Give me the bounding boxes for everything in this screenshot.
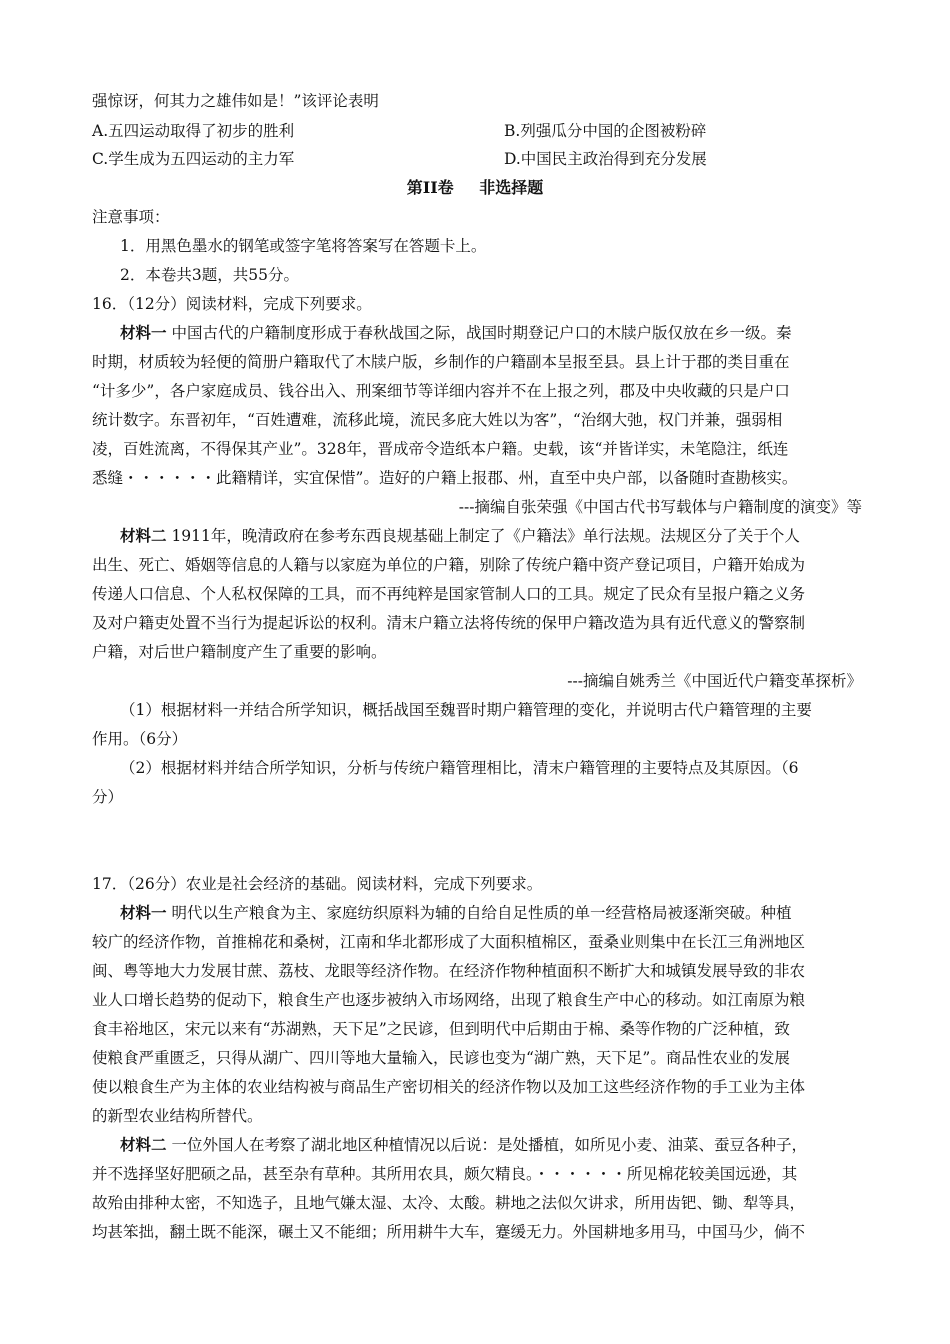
q16-heading: 16．（12分）阅读材料，完成下列要求。 (92, 295, 372, 313)
q16-material-1-line: 时期，材质较为轻便的简册户籍取代了木牍户版，乡制作的户籍副本呈报至县。县上计于郡的类目重在 (92, 353, 790, 371)
q16-subquestion-2: （2）根据材料并结合所学知识，分析与传统户籍管理相比，清末户籍管理的主要特点及其原因。（6 (120, 759, 799, 777)
q16-material-2-source: ---摘编自姚秀兰《中国近代户籍变革探析》 (567, 672, 862, 690)
q16-material-1-line: 统计数字。东晋初年，“百姓遭难，流移此境，流民多庇大姓以为客”，“治纲大弛，权门并兼，强弱相 (92, 411, 783, 429)
q15-option-b: B.列强瓜分中国的企图被粉碎 (504, 122, 707, 140)
q16-material-2-line: 传递人口信息、个人私权保障的工具，而不再纯粹是国家管制人口的工具。规定了民众有呈报户籍之义务 (92, 585, 806, 603)
q17-material-1-line: 食丰裕地区，宋元以来有“苏湖熟，天下足”之民谚，但到明代中后期由于棉、桑等作物的广泛种植，致 (92, 1020, 790, 1038)
q16-subquestion-1: （1）根据材料一并结合所学知识，概括战国至魏晋时期户籍管理的变化，并说明古代户籍管理的主要 (120, 701, 812, 719)
q17-material-1-line: 使粮食严重匮乏，只得从湖广、四川等地大量输入，民谚也变为“湖广熟，天下足”。商品性农业的发展 (92, 1049, 790, 1067)
q17-material-2-line (120, 1135, 862, 1155)
q17-material-1-line: 业人口增长趋势的促动下，粮食生产也逐步被纳入市场网络，出现了粮食生产中心的移动。如江南原为粮 (92, 991, 806, 1009)
q17-material-2-line: 并不选择坚好肥硕之品，甚至杂有草种。其所用农具，颇欠精良。・・・・・・所见棉花较美国远逊，其 (92, 1165, 798, 1183)
q16-material-1-line (120, 323, 862, 343)
q17-material-2-text: 一位外国人在考察了湖北地区种植情况以后说：是处播植，如所见小麦、油菜、蚕豆各种子， (166, 1136, 807, 1154)
q17-material-1-line (120, 903, 862, 923)
q16-material-2-line: 及对户籍吏处置不当行为提起诉讼的权利。清末户籍立法将传统的保甲户籍改造为具有近代意义的警察制 (92, 614, 806, 632)
q17-material-1-label: 材料一 (120, 903, 167, 922)
q16-material-2-text: 1911年，晚清政府在参考东西良规基础上制定了《户籍法》单行法规。法规区分了关于个人 (166, 527, 800, 545)
q17-material-1-text: 明代以生产粮食为主、家庭纺织原料为辅的自给自足性质的单一经营格局被逐渐突破。种植 (166, 904, 792, 922)
q16-material-2-line (120, 526, 862, 546)
q16-material-1-line: “计多少”，各户家庭成员、钱谷出入、刑案细节等详细内容并不在上报之列，郡及中央收藏的只是户口 (92, 382, 790, 400)
q16-material-2-label: 材料二 (120, 526, 167, 545)
q17-heading: 17．（26分）农业是社会经济的基础。阅读材料，完成下列要求。 (92, 875, 543, 893)
q17-material-1-line: 的新型农业结构所替代。 (92, 1107, 263, 1125)
q17-material-2-label: 材料二 (120, 1135, 167, 1154)
notice-item-2: 2．本卷共3题，共55分。 (120, 266, 299, 284)
q17-material-2-line: 故殆由排种太密，不知选子，且地气嫌太湿、太冷、太酸。耕地之法似欠讲求，所用齿钯、锄、犁等具， (92, 1194, 806, 1212)
q16-material-1-line: 悉缝・・・・・・此籍精详，实宜保惜”。造好的户籍上报郡、州，直至中央户部，以备随时查勘核实。 (92, 469, 798, 487)
q15-stem-tail: 强惊讶，何其力之雄伟如是！”该评论表明 (92, 92, 379, 110)
notice-item-1: 1．用黑色墨水的钢笔或签字笔将答案写在答题卡上。 (120, 237, 487, 255)
q15-option-d: D.中国民主政治得到充分发展 (504, 150, 707, 168)
q16-material-1-text: 中国古代的户籍制度形成于春秋战国之际，战国时期登记户口的木牍户版仅放在乡一级。秦 (166, 324, 792, 342)
q16-subquestion-1-cont: 作用。（6分） (92, 730, 188, 748)
q17-material-1-line: 闽、粤等地大力发展甘蔗、荔枝、龙眼等经济作物。在经济作物种植面积不断扩大和城镇发展导致的非农 (92, 962, 806, 980)
notice-title: 注意事项： (92, 208, 170, 226)
q17-material-1-line: 较广的经济作物，首推棉花和桑树，江南和华北都形成了大面积植棉区，蚕桑业则集中在长江三角洲地区 (92, 933, 806, 951)
q16-material-2-line: 户籍，对后世户籍制度产生了重要的影响。 (92, 643, 387, 661)
section-title (0, 178, 950, 198)
q17-material-1-line: 使以粮食生产为主体的农业结构被与商品生产密切相关的经济作物以及加工这些经济作物的手工业为主体 (92, 1078, 806, 1096)
q16-material-1-source: ---摘编自张荣强《中国古代书写载体与户籍制度的演变》等 (458, 498, 862, 516)
q17-material-2-line: 均甚笨拙，翻土既不能深，碾土又不能细；所用耕牛大车，蹇缓无力。外国耕地多用马，中国马少，倘不 (92, 1223, 806, 1241)
q16-material-2-line: 出生、死亡、婚姻等信息的人籍与以家庭为单位的户籍，别除了传统户籍中资产登记项目，户籍开始成为 (92, 556, 806, 574)
q15-option-c: C.学生成为五四运动的主力军 (92, 150, 295, 168)
q16-subquestion-2-cont: 分） (92, 788, 124, 806)
section-name: 非选择题 (479, 178, 544, 197)
q16-material-1-line: 凌，百姓流离，不得保其产业”。328年，晋成帝令造纸本户籍。史载，该“并皆详实，未笔隐注，纸连 (92, 440, 789, 458)
q16-material-1-label: 材料一 (120, 323, 167, 342)
q15-option-a: A.五四运动取得了初步的胜利 (92, 122, 295, 140)
section-part: 第II卷 (406, 178, 454, 197)
